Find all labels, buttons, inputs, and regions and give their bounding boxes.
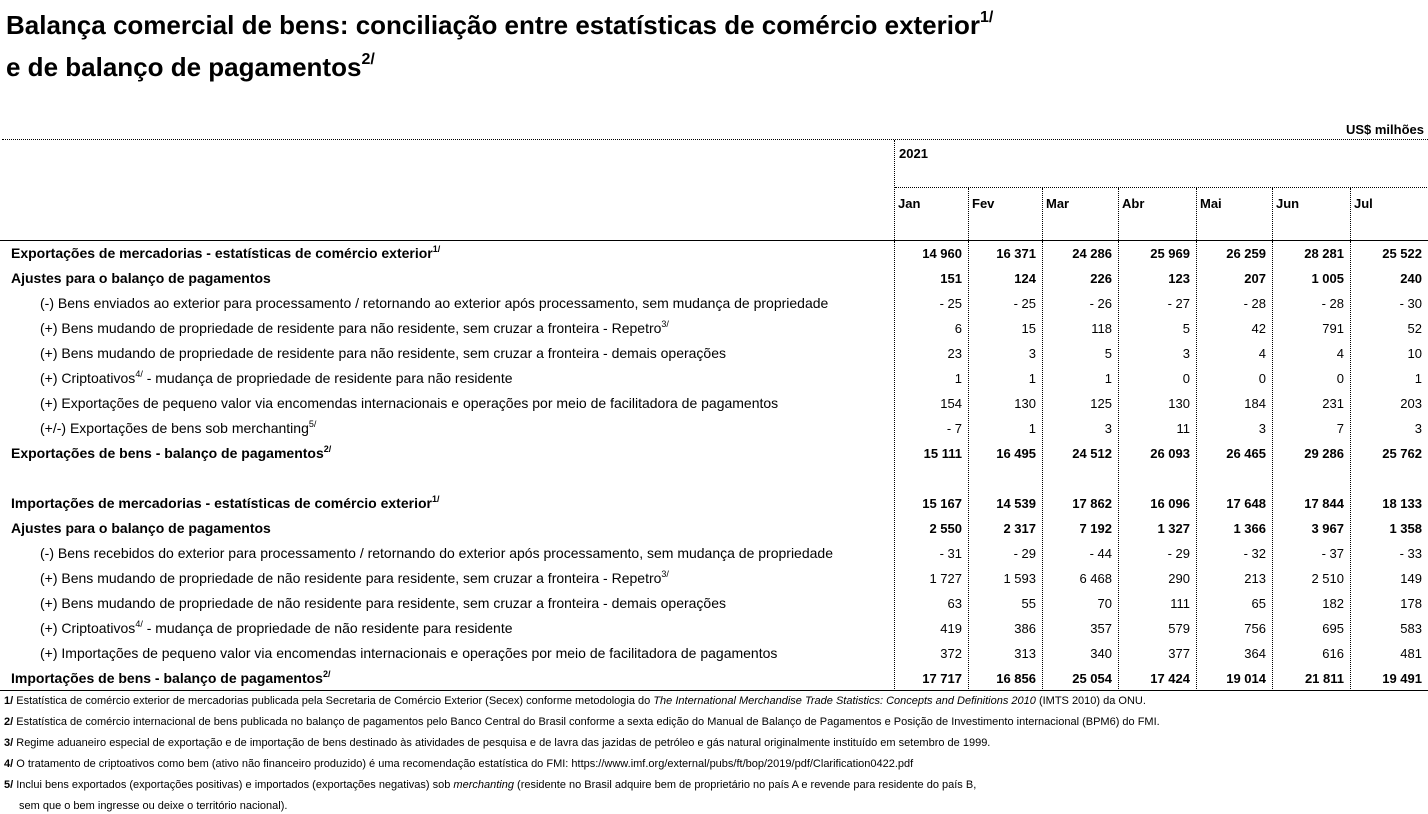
cell-jun: 0 [1336,371,1344,386]
cell-jun: 616 [1322,646,1344,661]
cell-fev: 16 495 [996,446,1036,461]
cell-mai: 17 648 [1226,496,1266,511]
cell-mai: 756 [1244,621,1266,636]
cell-mar: 24 512 [1072,446,1112,461]
table-row [0,566,1428,591]
table-row [0,516,1428,541]
footnote-ref: 5/ [308,419,317,429]
cell-mar: 125 [1090,396,1112,411]
footnote-text: Inclui bens exportados (exportações positivas) e importados (exportações negativas) sob [13,779,454,791]
footnote-number: 2/ [4,716,14,728]
cell-jan: 154 [940,396,962,411]
cell-jan: 14 960 [922,246,962,261]
cell-jul: 25 522 [1382,246,1422,261]
footnotes [4,693,1160,814]
table-row [0,616,1428,641]
cell-jul: 149 [1400,571,1422,586]
month-header-jul [1351,188,1428,240]
month-label: Mar [1046,196,1070,211]
cell-mar: 118 [1091,321,1112,336]
table-row [0,541,1428,566]
table-row [0,366,1428,391]
cell-abr: 26 093 [1150,446,1190,461]
cell-mai: - 32 [1243,546,1266,561]
cell-mar: 17 862 [1072,496,1112,511]
cell-fev: 130 [1014,396,1036,411]
cell-jun: 182 [1322,596,1344,611]
cell-jul: 10 [1407,346,1422,361]
month-label: Abr [1122,196,1145,211]
row-label-text: (+) Bens mudando de propriedade de não residente para residente, sem cruzar a fronteira - Repetro [40,570,662,586]
month-label: Fev [972,196,995,211]
row-label-text: (+/-) Exportações de bens sob merchanting [40,420,309,436]
month-header-abr [1119,188,1197,240]
cell-mar: 226 [1090,271,1112,286]
row-label-tail: - mudança de propriedade de residente para não residente [142,370,513,386]
cell-abr: 5 [1182,321,1190,336]
cell-jul: 25 762 [1382,446,1422,461]
cell-jan: 15 167 [922,496,962,511]
row-label-text: (+) Bens mudando de propriedade de residente para não residente, sem cruzar a fronteira - Repetro [40,320,662,336]
cell-abr: 111 [1170,596,1190,611]
cell-mai: 213 [1244,571,1266,586]
footnote-text: Regime aduaneiro especial de exportação e de importação de bens destinado às atividades de pesquisa e de lavra das jazidas de petróleo e gás natural originalmente instituído em setembro de 1999. [13,737,991,749]
cell-fev: - 25 [1013,296,1036,311]
cell-jul: 481 [1400,646,1422,661]
cell-jun: 1 005 [1311,271,1344,286]
cell-mar: 25 054 [1072,671,1112,686]
cell-jun: - 28 [1321,296,1344,311]
month-header-fev [969,188,1043,240]
cell-abr: 290 [1168,571,1190,586]
footnote-ref: 3/ [661,569,669,579]
cell-jul: 240 [1400,271,1422,286]
row-label-text: (+) Criptoativos [40,620,136,636]
row-label [40,395,778,411]
cell-jun: 21 811 [1304,671,1344,686]
cell-mar: - 44 [1089,546,1112,561]
cell-fev: 14 539 [996,496,1036,511]
row-label [11,245,440,261]
cell-mai: 1 366 [1233,521,1266,536]
table-row [0,441,1428,466]
cell-jun: 4 [1336,346,1344,361]
row-label-text: (-) Bens enviados ao exterior para processamento / retornando ao exterior após processamento, sem mudança de propriedade [40,295,829,311]
cell-jan: 63 [947,596,962,611]
cell-abr: 25 969 [1150,246,1190,261]
cell-abr: 1 327 [1157,521,1190,536]
footnote-text: (residente no Brasil adquire bem de proprietário no país A e revende para residente do país B, [513,779,977,791]
table-row [0,241,1428,266]
table-row [0,316,1428,341]
cell-mai: 26 259 [1226,246,1266,261]
cell-mai: 26 465 [1226,446,1266,461]
cell-jun: - 37 [1321,546,1344,561]
table-row [0,341,1428,366]
cell-mar: 6 468 [1079,571,1112,586]
cell-fev: 1 [1028,371,1036,386]
title-line-2: e de balanço de pagamentos$^{2/}$ [6,51,375,82]
cell-fev: 386 [1014,621,1036,636]
row-label-text: Importações de bens - balanço de pagamentos [11,670,323,686]
cell-abr: 579 [1168,621,1190,636]
cell-jan: 2 550 [929,521,962,536]
row-label [40,595,726,611]
row-label [40,420,316,436]
month-header-mar [1043,188,1119,240]
cell-jan: - 31 [939,546,962,561]
cell-fev: - 29 [1013,546,1036,561]
cell-jan: 419 [940,621,962,636]
footnote-text: O tratamento de criptoativos como bem (ativo não financeiro produzido) é uma recomendação estatística do FMI: https://www.imf.org/external/pubs/ft/bop/2019/pdf/Clarification0422.pdf [13,758,914,770]
cell-jan: 17 717 [922,671,962,686]
cell-abr: 11 [1176,421,1190,436]
row-label [11,445,331,461]
row-label [40,345,726,361]
table-row [0,641,1428,666]
footnote-4 [4,756,1160,777]
cell-mai: 42 [1251,321,1266,336]
cell-mai: 207 [1244,271,1266,286]
cell-fev: 16 371 [996,246,1036,261]
row-label-text: (+) Criptoativos [40,370,136,386]
row-label-text: (-) Bens recebidos do exterior para processamento / retornando do exterior após processamento, sem mudança de propriedade [40,545,833,561]
cell-abr: 130 [1168,396,1190,411]
footnote-text: merchanting [453,779,514,791]
row-label-text: (+) Bens mudando de propriedade de não residente para residente, sem cruzar a fronteira - demais operações [40,595,727,611]
cell-mai: - 28 [1243,296,1266,311]
table-row [0,416,1428,441]
month-header-jun [1273,188,1351,240]
cell-abr: 123 [1168,271,1190,286]
cell-abr: - 29 [1167,546,1190,561]
footnote-2 [4,714,1160,735]
cell-mai: 65 [1251,596,1266,611]
cell-mai: 364 [1244,646,1266,661]
cell-jan: 15 111 [923,446,962,461]
month-label: Jun [1276,196,1300,211]
row-label-text: (+) Bens mudando de propriedade de residente para não residente, sem cruzar a fronteira - demais operações [40,345,727,361]
footnote-ref: 1/ [432,244,441,254]
cell-mar: 70 [1097,596,1112,611]
row-label [40,620,513,636]
cell-jan: 6 [954,321,962,336]
unit-label: US$ milhões [1345,122,1424,137]
month-header-jan [895,188,969,240]
cell-jul: 52 [1407,321,1422,336]
cell-jan: 1 727 [929,571,962,586]
footnote-3 [4,735,1160,756]
footnote-ref: 2/ [323,444,332,454]
cell-jul: - 30 [1399,296,1422,311]
cell-jan: - 7 [946,421,962,436]
row-label-text: Ajustes para o balanço de pagamentos [11,520,271,536]
row-label [40,545,833,561]
cell-jan: 151 [940,271,962,286]
page-title [6,4,993,88]
table-row [0,491,1428,516]
row-label-text: Exportações de bens - balanço de pagamentos [11,445,324,461]
cell-jul: 203 [1400,396,1422,411]
cell-abr: 0 [1182,371,1190,386]
footnote-ref: 4/ [135,619,143,629]
cell-jun: 2 510 [1311,571,1344,586]
cell-mai: 0 [1258,371,1266,386]
cell-jan: 1 [954,371,962,386]
month-label: Jan [898,196,921,211]
cell-jul: 18 133 [1382,496,1422,511]
data-table [0,241,1428,691]
footnote-ref: 4/ [135,369,143,379]
cell-jan: 23 [947,346,962,361]
title-line-1: Balança comercial de bens: conciliação entre estatísticas de comércio exterior$^{1/}$ [6,9,994,40]
footnote-ref: 3/ [661,319,669,329]
cell-mar: 7 192 [1079,521,1112,536]
cell-jul: 1 358 [1389,521,1422,536]
row-label [40,570,669,586]
cell-jul: 3 [1414,421,1422,436]
cell-abr: - 27 [1167,296,1190,311]
table-row [0,666,1428,691]
cell-jun: 695 [1322,621,1344,636]
spacer-row [0,466,1428,491]
cell-mar: 3 [1104,421,1112,436]
table-row [0,266,1428,291]
cell-fev: 1 [1028,421,1036,436]
cell-jul: 178 [1400,596,1422,611]
cell-fev: 55 [1021,596,1036,611]
cell-jul: - 33 [1399,546,1422,561]
footnote-1 [4,693,1160,714]
footnote-ref: 2/ [322,669,331,679]
table-row [0,391,1428,416]
month-header-mai [1197,188,1273,240]
row-label-tail: - mudança de propriedade de não residente para residente [142,620,513,636]
table-row [0,291,1428,316]
cell-mai: 4 [1258,346,1266,361]
cell-mai: 19 014 [1226,671,1266,686]
cell-fev: 124 [1014,271,1036,286]
row-label [11,670,330,686]
cell-mar: 340 [1090,646,1112,661]
month-label: Jul [1354,196,1373,211]
cell-abr: 377 [1168,646,1190,661]
cell-jun: 231 [1322,396,1344,411]
row-label [40,370,513,386]
row-label-text: Exportações de mercadorias - estatísticas de comércio exterior [11,245,433,261]
cell-mar: 1 [1104,371,1112,386]
cell-abr: 16 096 [1150,496,1190,511]
footnote-text: Estatística de comércio exterior de mercadorias publicada pela Secretaria de Comércio Exterior (Secex) conforme metodologia do [13,695,654,707]
row-label [11,520,271,536]
row-label [40,320,669,336]
cell-fev: 1 593 [1003,571,1036,586]
footnote-text: sem que o bem ingresse ou deixe o território nacional). [19,800,288,812]
footnote-text: Estatística de comércio internacional de bens publicada no balanço de pagamentos pelo Banco Central do Brasil conforme a sexta edição do Manual de Balanço de Pagamentos e Posição de Investimento internacional (BPM6) do FMI. [13,716,1160,728]
row-label-text: Importações de mercadorias - estatísticas de comércio exterior [11,495,432,511]
cell-jun: 29 286 [1304,446,1344,461]
footnote-number: 5/ [4,779,14,791]
cell-fev: 313 [1014,646,1036,661]
cell-jun: 791 [1322,321,1344,336]
footnote-5 [4,777,1160,798]
cell-mai: 184 [1244,396,1266,411]
cell-mar: 24 286 [1072,246,1112,261]
cell-jul: 19 491 [1382,671,1422,686]
month-label: Mai [1200,196,1222,211]
column-header [894,140,1428,240]
cell-abr: 17 424 [1150,671,1190,686]
cell-jan: - 25 [939,296,962,311]
cell-mai: 3 [1258,421,1266,436]
cell-mar: 5 [1104,346,1112,361]
row-label-text: (+) Importações de pequeno valor via encomendas internacionais e operações por meio de facilitadora de pagamentos [40,645,778,661]
row-label [11,495,439,511]
table-row [0,591,1428,616]
footnote-text: The International Merchandise Trade Statistics: Concepts and Definitions 2010 [653,695,1036,707]
footnote-number: 3/ [4,737,14,749]
cell-jun: 17 844 [1304,496,1344,511]
row-label-text: Ajustes para o balanço de pagamentos [11,270,271,286]
row-label [40,295,828,311]
row-label [11,270,271,286]
cell-fev: 3 [1028,346,1036,361]
footnote-text: (IMTS 2010) da ONU. [1035,695,1146,707]
cell-jun: 3 967 [1311,521,1344,536]
cell-mar: - 26 [1089,296,1112,311]
footer-rule [0,690,1428,691]
cell-abr: 3 [1182,346,1190,361]
cell-jan: 372 [940,646,962,661]
cell-fev: 16 856 [996,671,1036,686]
cell-fev: 2 317 [1003,521,1036,536]
cell-fev: 15 [1021,321,1036,336]
cell-jun: 7 [1336,421,1344,436]
cell-jun: 28 281 [1304,246,1344,261]
year-header: 2021 [899,146,928,161]
footnote-number: 4/ [4,758,14,770]
footnote-number: 1/ [4,695,14,707]
cell-mar: 357 [1090,621,1112,636]
row-label [40,645,777,661]
cell-jul: 1 [1414,371,1422,386]
cell-jul: 583 [1400,621,1422,636]
footnote-ref: 1/ [431,494,440,504]
row-label-text: (+) Exportações de pequeno valor via encomendas internacionais e operações por meio de facilitadora de pagamentos [40,395,779,411]
